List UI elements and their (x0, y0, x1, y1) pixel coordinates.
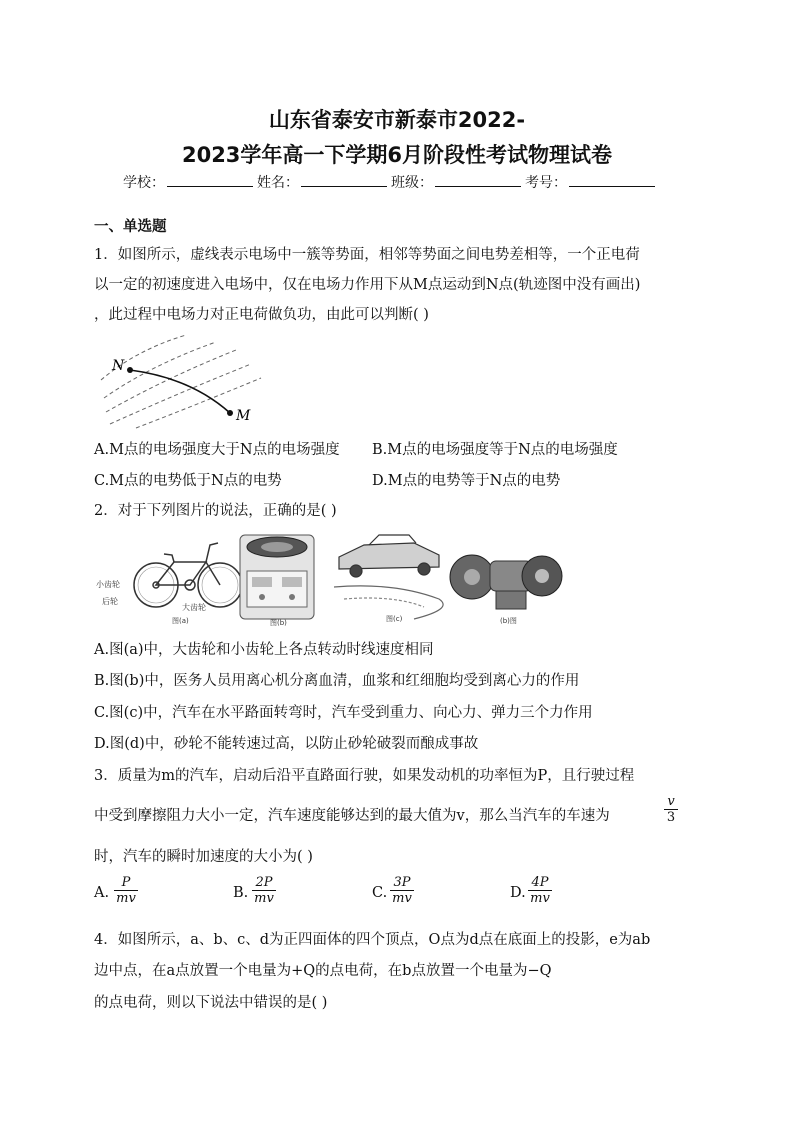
q3-option-d-label[interactable]: D. (510, 885, 526, 901)
title-line-2: 2023学年高一下学期6月阶段性考试物理试卷 (181, 143, 613, 167)
q2-stem: 2．对于下列图片的说法，正确的是( ) (94, 503, 337, 519)
q4-line-2: 边中点，在a点放置一个电量为+Q的点电荷，在b点放置一个电量为−Q (94, 963, 552, 979)
section-heading: 一、单选题 (94, 219, 167, 235)
q3-option-a-label[interactable]: A. (94, 885, 110, 901)
car-turning-figure (334, 535, 443, 619)
q3-a-den: mv (116, 891, 136, 906)
q3-option-b-frac[interactable] (252, 875, 276, 906)
q3-b-den: mv (254, 891, 274, 906)
q1-line-3: ，此过程中电场力对正电荷做负功，由此可以判断( ) (94, 307, 429, 323)
q3-d-den: mv (530, 891, 550, 906)
q1-line-2: 以一定的初速度进入电场中，仅在电场力作用下从M点运动到N点(轨迹图中没有画出) (94, 277, 641, 293)
q3-d-num: 4P (528, 875, 552, 891)
q3-line-2: 中受到摩擦阻力大小一定，汽车速度能够达到的最大值为v，那么当汽车的车速为 (94, 808, 610, 824)
q1-line-1: 1．如图所示，虚线表示电场中一簇等势面，相邻等势面之间电势差相等，一个正电荷 (94, 247, 640, 263)
fig-d-caption: (b)图 (500, 617, 517, 625)
bike-label-big-gear: 大齿轮 (182, 603, 206, 612)
exam-no-blank[interactable] (569, 174, 655, 187)
q4-line-3: 的点电荷，则以下说法中错误的是( ) (94, 995, 328, 1011)
fig-label-m: M (236, 408, 251, 424)
q3-option-c-label[interactable]: C. (372, 885, 388, 901)
q1-option-c[interactable]: C.M点的电势低于N点的电势 (94, 473, 282, 489)
q3-option-b-label[interactable]: B. (233, 885, 249, 901)
fig-b-caption: 图(b) (270, 619, 287, 627)
centrifuge-figure (240, 535, 314, 619)
fig-c-caption: 图(c) (386, 615, 403, 623)
q3-frac-num: v (664, 794, 678, 810)
grinding-wheel-figure (450, 555, 562, 609)
q3-line-1: 3．质量为m的汽车，启动后沿平直路面行驶，如果发动机的功率恒为P，且行驶过程 (94, 768, 635, 784)
school-blank[interactable] (167, 174, 253, 187)
q3-fraction-v-over-3 (664, 794, 678, 825)
q2-option-c[interactable]: C.图(c)中，汽车在水平路面转弯时，汽车受到重力、向心力、弹力三个力作用 (94, 705, 593, 721)
q2-option-a[interactable]: A.图(a)中，大齿轮和小齿轮上各点转动时线速度相同 (94, 642, 434, 658)
q3-c-num: 3P (390, 875, 414, 891)
class-label: 班级： (391, 175, 433, 191)
q3-frac-den: 3 (666, 810, 676, 825)
q3-c-den: mv (392, 891, 412, 906)
q3-b-num: 2P (252, 875, 276, 891)
q2-option-d[interactable]: D.图(d)中，砂轮不能转速过高，以防止砂轮破裂而酿成事故 (94, 736, 479, 752)
q4-line-1: 4．如图所示，a、b、c、d为正四面体的四个顶点，O点为d点在底面上的投影，e为ab (94, 932, 651, 948)
class-blank[interactable] (435, 174, 521, 187)
exam-no-label: 考号： (525, 175, 567, 191)
name-blank[interactable] (301, 174, 387, 187)
q1-option-a[interactable]: A.M点的电场强度大于N点的电场强度 (94, 442, 340, 458)
q1-option-d[interactable]: D.M点的电势等于N点的电势 (372, 473, 561, 489)
q1-equipotential-figure (96, 330, 266, 430)
q3-option-d-frac[interactable] (528, 875, 552, 906)
q3-line-3: 时，汽车的瞬时加速度的大小为( ) (94, 849, 313, 865)
school-label: 学校： (123, 175, 165, 191)
q2-option-b[interactable]: B.图(b)中，医务人员用离心机分离血清，血浆和红细胞均受到离心力的作用 (94, 673, 580, 689)
q1-option-b[interactable]: B.M点的电场强度等于N点的电场强度 (372, 442, 618, 458)
q3-option-a-frac[interactable] (114, 875, 138, 906)
q3-a-num: P (114, 875, 138, 891)
name-label: 姓名： (257, 175, 299, 191)
fig-label-n: N (112, 358, 125, 374)
bike-label-rear-wheel: 后轮 (102, 597, 118, 606)
q2-figures (94, 527, 564, 627)
student-info (123, 172, 659, 192)
q3-option-c-frac[interactable] (390, 875, 414, 906)
bike-label-small-gear: 小齿轮 (96, 580, 120, 589)
bicycle-figure (134, 543, 242, 607)
fig-a-caption: 图(a) (172, 617, 189, 625)
title-line-1: 山东省泰安市新泰市2022- (268, 108, 526, 132)
